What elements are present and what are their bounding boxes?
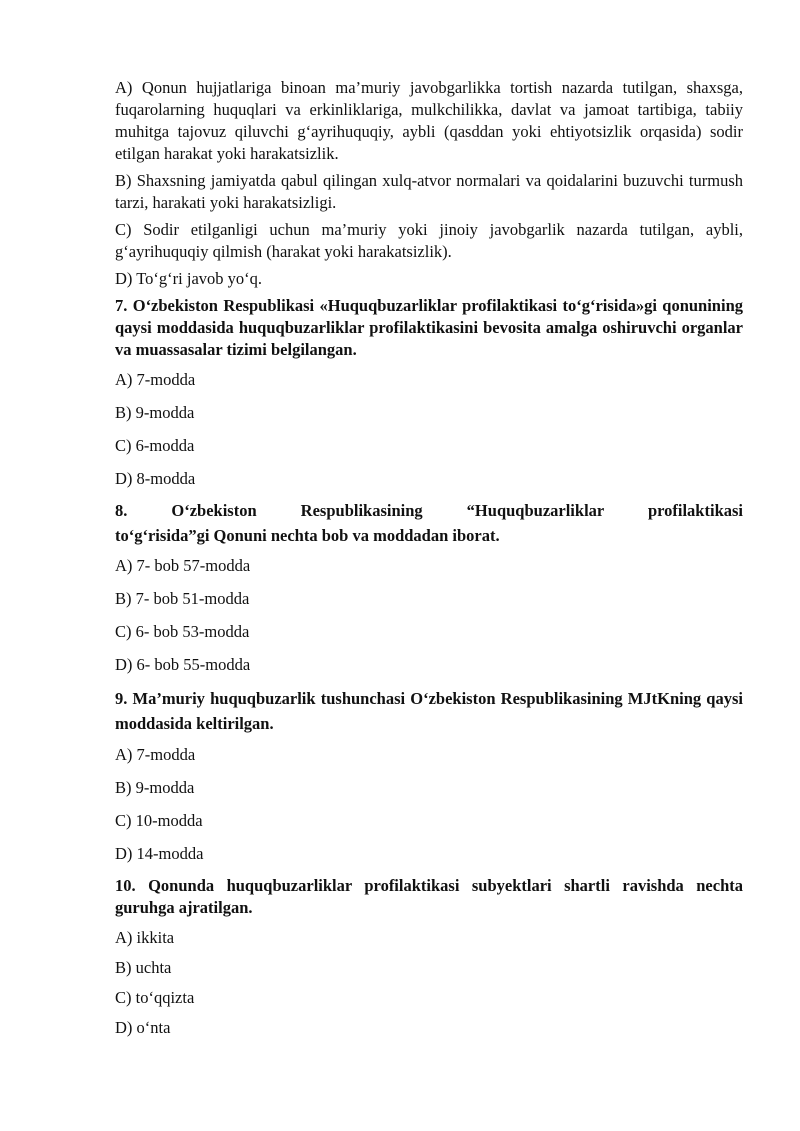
q8-option-a: A) 7- bob 57-modda	[115, 556, 251, 575]
q9-option-a: A) 7-modda	[115, 745, 196, 764]
q10-option-b: B) uchta	[115, 958, 172, 977]
q9-option-b: B) 9-modda	[115, 778, 195, 797]
q10-option-c: C) to‘qqizta	[115, 988, 195, 1007]
q10-option-d: D) o‘nta	[115, 1018, 171, 1037]
q8-option-c: C) 6- bob 53-modda	[115, 622, 250, 641]
q9-option-d: D) 14-modda	[115, 844, 204, 863]
q6-option-b: B) Shaxsning jamiyatda qabul qilingan xulq-atvor normalari va qoidalarini buzuvchi turmush tarzi, harakati yoki harakatsizligi.	[115, 171, 743, 212]
q7-option-a: A) 7-modda	[115, 370, 196, 389]
q8-option-b: B) 7- bob 51-modda	[115, 589, 250, 608]
q10-option-a: A) ikkita	[115, 928, 175, 947]
q7-option-b: B) 9-modda	[115, 403, 195, 422]
question-10: 10. Qonunda huquqbuzarliklar profilaktikasi subyektlari shartli ravishda nechta guruhga ajratilgan.	[115, 876, 743, 917]
q8-option-d: D) 6- bob 55-modda	[115, 655, 251, 674]
question-8-line-2: to‘g‘risida”gi Qonuni nechta bob va moddadan iborat.	[115, 526, 500, 545]
q9-option-c: C) 10-modda	[115, 811, 203, 830]
question-9: 9. Ma’muriy huquqbuzarlik tushunchasi O‘zbekiston Respublikasining MJtKning qaysi moddasida keltirilgan.	[115, 689, 743, 733]
q6-option-d: D) To‘g‘ri javob yo‘q.	[115, 269, 263, 288]
q7-option-d: D) 8-modda	[115, 469, 196, 488]
q7-option-c: C) 6-modda	[115, 436, 195, 455]
document-page	[115, 77, 743, 1039]
question-7: 7. O‘zbekiston Respublikasi «Huquqbuzarliklar profilaktikasi to‘g‘risida»gi qonunining qaysi moddasida huquqbuzarliklar profilaktikasini bevosita amalga oshiruvchi organlar va muassasalar tizimi belgilangan.	[115, 296, 743, 359]
q6-option-c: C) Sodir etilganligi uchun ma’muriy yoki jinoiy javobgarlik nazarda tutilgan, aybli, g‘ayrihuquqiy qilmish (harakat yoki harakatsizlik).	[115, 220, 743, 261]
q6-option-a: A) Qonun hujjatlariga binoan ma’muriy javobgarlikka tortish nazarda tutilgan, shaxsga, fuqarolarning huquqlari va erkinliklariga, mulkchilikka, davlat va jamoat tartibiga, tabiiy muhitga tajovuz qiluvchi g‘ayrihuquqiy, aybli (qasddan yoki ehtiyotsizlik orqasida) sodir etilgan harakat yoki harakatsizlik.	[115, 78, 743, 163]
question-8-line-1: 8. O‘zbekiston Respublikasining “Huquqbuzarliklar profilaktikasi	[115, 501, 743, 520]
